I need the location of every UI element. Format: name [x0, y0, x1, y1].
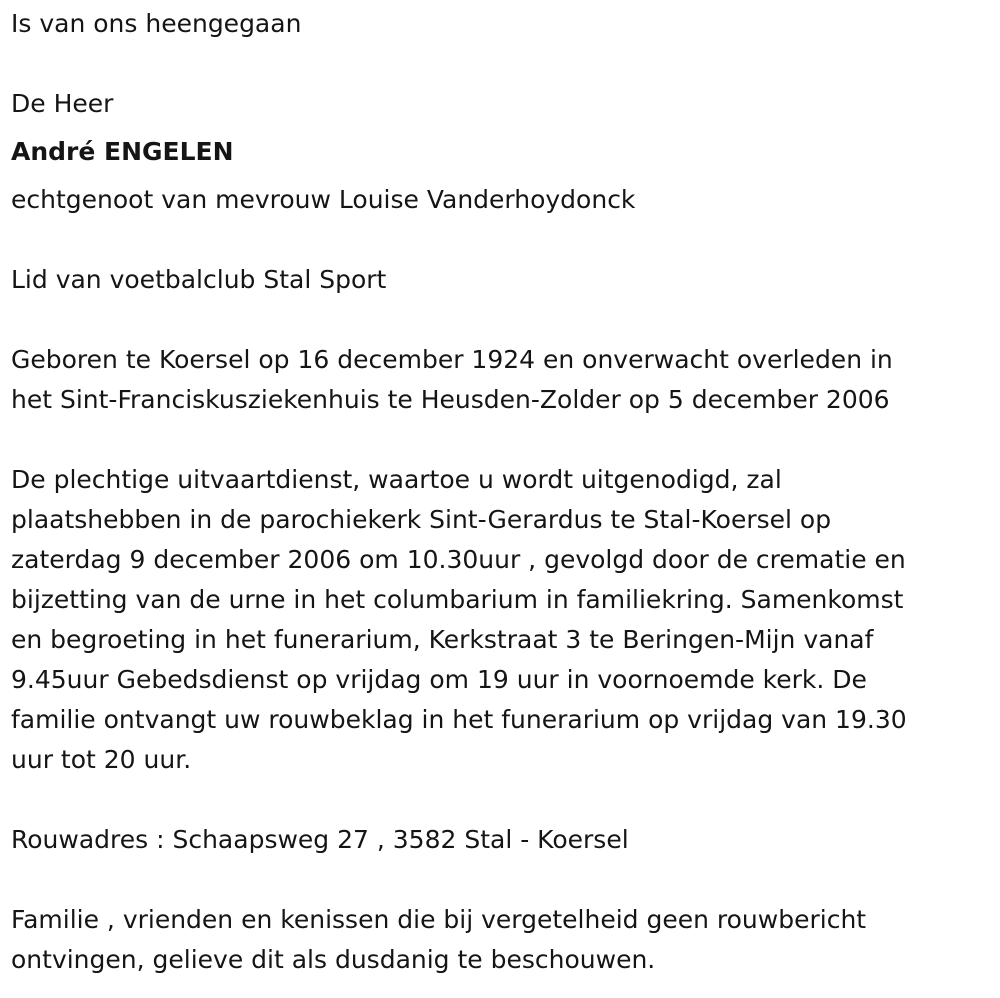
paragraph-line: ontvingen, gelieve dit als dusdanig te beschouwen. [11, 945, 656, 974]
birth-death-paragraph [11, 340, 986, 420]
membership-line: Lid van voetbalclub Stal Sport [11, 265, 387, 294]
paragraph-line: Familie , vrienden en kenissen die bij vergetelheid geen rouwbericht [11, 905, 867, 934]
paragraph-line: familie ontvangt uw rouwbeklag in het funerarium op vrijdag van 19.30 [11, 705, 907, 734]
paragraph-line: uur tot 20 uur. [11, 745, 192, 774]
address-line: Rouwadres : Schaapsweg 27 , 3582 Stal - Koersel [11, 825, 629, 854]
paragraph-line: het Sint-Franciskusziekenhuis te Heusden-Zolder op 5 december 2006 [11, 385, 890, 414]
paragraph-line: plaatshebben in de parochiekerk Sint-Gerardus te Stal-Koersel op [11, 505, 832, 534]
ceremony-paragraph [11, 460, 986, 780]
paragraph-line: zaterdag 9 december 2006 om 10.30uur , gevolgd door de crematie en [11, 545, 906, 574]
paragraph-line: bijzetting van de urne in het columbarium in familiekring. Samenkomst [11, 585, 904, 614]
spouse-line: echtgenoot van mevrouw Louise Vanderhoydonck [11, 185, 636, 214]
salutation: De Heer [11, 89, 114, 118]
deceased-name: André ENGELEN [11, 137, 234, 166]
paragraph-line: De plechtige uitvaartdienst, waartoe u wordt uitgenodigd, zal [11, 465, 782, 494]
closing-paragraph [11, 900, 986, 980]
obituary-notice [11, 4, 986, 980]
paragraph-line: en begroeting in het funerarium, Kerkstraat 3 te Beringen-Mijn vanaf [11, 625, 874, 654]
intro-line: Is van ons heengegaan [11, 9, 302, 38]
paragraph-line: Geboren te Koersel op 16 december 1924 en onverwacht overleden in [11, 345, 893, 374]
paragraph-line: 9.45uur Gebedsdienst op vrijdag om 19 uur in voornoemde kerk. De [11, 665, 867, 694]
